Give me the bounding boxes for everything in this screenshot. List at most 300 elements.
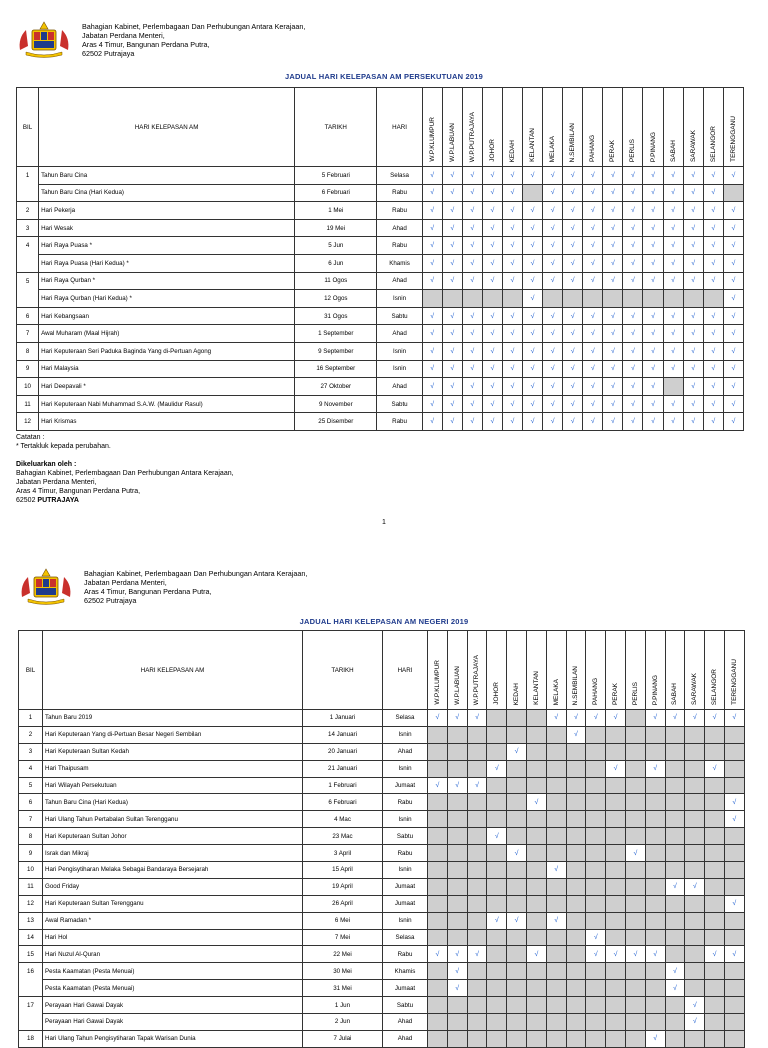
check-icon: √ — [623, 202, 643, 220]
check-icon: √ — [665, 980, 685, 997]
check-icon: √ — [428, 777, 448, 794]
empty-cell — [665, 895, 685, 912]
check-icon: √ — [723, 342, 743, 360]
row-date: 3 April — [303, 845, 383, 862]
row-day: Ahad — [377, 378, 422, 396]
empty-cell — [665, 997, 685, 1014]
header-date: TARIKH — [295, 88, 377, 167]
check-icon: √ — [643, 272, 663, 290]
check-icon: √ — [606, 760, 626, 777]
empty-cell — [724, 862, 744, 879]
empty-cell — [566, 760, 586, 777]
empty-cell — [428, 811, 448, 828]
check-icon: √ — [442, 342, 462, 360]
empty-cell — [447, 929, 467, 946]
row-bil: 5 — [17, 272, 39, 290]
empty-cell — [526, 845, 546, 862]
check-icon: √ — [563, 272, 583, 290]
empty-cell — [467, 862, 487, 879]
empty-cell — [625, 963, 645, 980]
check-icon: √ — [703, 360, 723, 378]
check-icon: √ — [563, 413, 583, 431]
row-holiday-name: Perayaan Hari Gawai Dayak — [43, 1014, 303, 1031]
header-state — [625, 631, 645, 710]
check-icon: √ — [705, 760, 725, 777]
empty-cell — [507, 811, 527, 828]
check-icon: √ — [623, 254, 643, 272]
check-icon: √ — [723, 237, 743, 255]
check-icon: √ — [683, 395, 703, 413]
header-state — [603, 88, 623, 167]
header-state — [546, 631, 566, 710]
row-bil — [17, 254, 39, 272]
empty-cell — [507, 794, 527, 811]
row-bil — [17, 184, 39, 202]
check-icon: √ — [724, 811, 744, 828]
empty-cell — [526, 760, 546, 777]
table-row — [19, 828, 745, 845]
empty-cell — [487, 997, 507, 1014]
empty-cell — [606, 1030, 626, 1047]
check-icon: √ — [467, 777, 487, 794]
check-icon: √ — [625, 946, 645, 963]
table-row — [19, 895, 745, 912]
empty-cell — [586, 895, 606, 912]
empty-cell — [447, 878, 467, 895]
check-icon: √ — [422, 342, 442, 360]
empty-cell — [665, 862, 685, 879]
row-bil: 12 — [19, 895, 43, 912]
header-state — [643, 88, 663, 167]
header-bil: BIL — [17, 88, 39, 167]
empty-cell — [586, 726, 606, 743]
empty-cell — [523, 184, 543, 202]
row-holiday-name: Hari Raya Qurban * — [39, 272, 295, 290]
empty-cell — [606, 912, 626, 929]
row-day: Rabu — [377, 413, 422, 431]
letterhead-address: Bahagian Kabinet, Perlembagaan Dan Perhubungan Antara Kerajaan, Jabatan Perdana Menteri, Aras 4 Timur, Bangunan Perdana Putra, 62502 Putrajaya — [84, 569, 308, 605]
state-label: P.PINANG — [651, 674, 659, 705]
empty-cell — [546, 878, 566, 895]
empty-cell — [422, 290, 442, 308]
check-icon: √ — [462, 342, 482, 360]
empty-cell — [645, 980, 665, 997]
check-icon: √ — [663, 202, 683, 220]
empty-cell — [685, 862, 705, 879]
row-day: Ahad — [383, 1014, 428, 1031]
state-label: JOHOR — [488, 139, 496, 162]
empty-cell — [566, 777, 586, 794]
check-icon: √ — [462, 202, 482, 220]
empty-cell — [566, 963, 586, 980]
letterhead-address: Bahagian Kabinet, Perlembagaan Dan Perhubungan Antara Kerajaan, Jabatan Perdana Menteri, Aras 4 Timur, Bangunan Perdana Putra, 62502 Putrajaya — [82, 22, 306, 58]
empty-cell — [683, 290, 703, 308]
empty-cell — [428, 760, 448, 777]
empty-cell — [487, 726, 507, 743]
table-row — [17, 325, 744, 343]
header-state — [462, 88, 482, 167]
check-icon: √ — [507, 743, 527, 760]
check-icon: √ — [643, 237, 663, 255]
row-holiday-name: Awal Muharam (Maal Hijrah) — [39, 325, 295, 343]
check-icon: √ — [723, 378, 743, 396]
empty-cell — [625, 777, 645, 794]
row-bil: 10 — [17, 378, 39, 396]
row-bil: 3 — [19, 743, 43, 760]
empty-cell — [428, 980, 448, 997]
empty-cell — [665, 929, 685, 946]
state-label: SARAWAK — [691, 672, 699, 705]
row-bil: 6 — [19, 794, 43, 811]
row-bil: 16 — [19, 963, 43, 980]
header-state — [566, 631, 586, 710]
check-icon: √ — [665, 710, 685, 727]
check-icon: √ — [422, 237, 442, 255]
empty-cell — [586, 912, 606, 929]
check-icon: √ — [723, 307, 743, 325]
check-icon: √ — [467, 946, 487, 963]
check-icon: √ — [663, 342, 683, 360]
row-date: 31 Mei — [303, 980, 383, 997]
header-state — [502, 88, 522, 167]
empty-cell — [487, 878, 507, 895]
table-row — [19, 710, 745, 727]
check-icon: √ — [663, 219, 683, 237]
check-icon: √ — [723, 272, 743, 290]
check-icon: √ — [586, 946, 606, 963]
row-holiday-name: Hari Keputeraan Yang di-Pertuan Besar Negeri Sembilan — [43, 726, 303, 743]
empty-cell — [447, 845, 467, 862]
empty-cell — [507, 760, 527, 777]
row-date: 1 Januari — [303, 710, 383, 727]
check-icon: √ — [462, 413, 482, 431]
empty-cell — [442, 290, 462, 308]
empty-cell — [507, 946, 527, 963]
empty-cell — [546, 726, 566, 743]
row-bil: 1 — [19, 710, 43, 727]
empty-cell — [724, 777, 744, 794]
header-state — [447, 631, 467, 710]
row-holiday-name: Hari Hol — [43, 929, 303, 946]
check-icon: √ — [703, 219, 723, 237]
check-icon: √ — [703, 307, 723, 325]
header-state — [685, 631, 705, 710]
empty-cell — [685, 743, 705, 760]
empty-cell — [526, 963, 546, 980]
state-page — [0, 555, 768, 1043]
check-icon: √ — [523, 395, 543, 413]
table-row — [19, 963, 745, 980]
empty-cell — [447, 862, 467, 879]
empty-cell — [663, 378, 683, 396]
check-icon: √ — [563, 184, 583, 202]
check-icon: √ — [583, 272, 603, 290]
empty-cell — [467, 811, 487, 828]
row-day: Sabtu — [377, 307, 422, 325]
row-day: Isnin — [383, 811, 428, 828]
row-bil — [19, 1014, 43, 1031]
check-icon: √ — [583, 307, 603, 325]
empty-cell — [625, 743, 645, 760]
check-icon: √ — [442, 167, 462, 185]
check-icon: √ — [447, 777, 467, 794]
check-icon: √ — [603, 325, 623, 343]
check-icon: √ — [703, 325, 723, 343]
check-icon: √ — [462, 184, 482, 202]
empty-cell — [705, 811, 725, 828]
empty-cell — [586, 862, 606, 879]
check-icon: √ — [685, 710, 705, 727]
empty-cell — [526, 726, 546, 743]
empty-cell — [625, 980, 645, 997]
empty-cell — [566, 862, 586, 879]
empty-cell — [526, 743, 546, 760]
empty-cell — [543, 290, 563, 308]
row-holiday-name: Hari Keputeraan Seri Paduka Baginda Yang di-Pertuan Agong — [39, 342, 295, 360]
empty-cell — [645, 811, 665, 828]
row-day: Ahad — [377, 219, 422, 237]
empty-cell — [685, 828, 705, 845]
row-date: 31 Ogos — [295, 307, 377, 325]
row-day: Selasa — [383, 929, 428, 946]
empty-cell — [507, 1014, 527, 1031]
empty-cell — [526, 929, 546, 946]
check-icon: √ — [462, 167, 482, 185]
empty-cell — [645, 963, 665, 980]
row-day: Isnin — [383, 862, 428, 879]
check-icon: √ — [623, 272, 643, 290]
empty-cell — [428, 912, 448, 929]
check-icon: √ — [447, 710, 467, 727]
empty-cell — [705, 980, 725, 997]
row-bil: 17 — [19, 997, 43, 1014]
check-icon: √ — [623, 413, 643, 431]
empty-cell — [665, 743, 685, 760]
check-icon: √ — [643, 325, 663, 343]
empty-cell — [625, 794, 645, 811]
check-icon: √ — [502, 237, 522, 255]
empty-cell — [566, 743, 586, 760]
check-icon: √ — [703, 378, 723, 396]
row-bil — [19, 980, 43, 997]
check-icon: √ — [523, 219, 543, 237]
empty-cell — [705, 878, 725, 895]
empty-cell — [643, 290, 663, 308]
header-state — [442, 88, 462, 167]
check-icon: √ — [683, 167, 703, 185]
check-icon: √ — [462, 378, 482, 396]
row-bil: 13 — [19, 912, 43, 929]
check-icon: √ — [422, 307, 442, 325]
empty-cell — [566, 845, 586, 862]
empty-cell — [606, 980, 626, 997]
empty-cell — [526, 862, 546, 879]
empty-cell — [586, 828, 606, 845]
check-icon: √ — [583, 342, 603, 360]
empty-cell — [606, 828, 626, 845]
table-row — [19, 929, 745, 946]
row-holiday-name: Hari Pengisytiharan Melaka Sebagai Bandaraya Bersejarah — [43, 862, 303, 879]
empty-cell — [705, 997, 725, 1014]
empty-cell — [566, 878, 586, 895]
empty-cell — [467, 760, 487, 777]
check-icon: √ — [643, 167, 663, 185]
row-bil: 4 — [19, 760, 43, 777]
header-state — [467, 631, 487, 710]
row-day: Rabu — [377, 202, 422, 220]
check-icon: √ — [563, 219, 583, 237]
empty-cell — [546, 760, 566, 777]
empty-cell — [428, 895, 448, 912]
table-row — [19, 862, 745, 879]
check-icon: √ — [523, 342, 543, 360]
check-icon: √ — [482, 202, 502, 220]
empty-cell — [685, 760, 705, 777]
row-holiday-name: Hari Wilayah Persekutuan — [43, 777, 303, 794]
empty-cell — [665, 811, 685, 828]
empty-cell — [526, 980, 546, 997]
empty-cell — [586, 997, 606, 1014]
check-icon: √ — [623, 360, 643, 378]
table-header-row — [17, 88, 744, 167]
state-label: W.P.LABUAN — [448, 123, 456, 162]
check-icon: √ — [442, 360, 462, 378]
row-day: Selasa — [377, 167, 422, 185]
empty-cell — [606, 845, 626, 862]
check-icon: √ — [467, 710, 487, 727]
empty-cell — [665, 1030, 685, 1047]
row-date: 1 Jun — [303, 997, 383, 1014]
check-icon: √ — [543, 219, 563, 237]
row-day: Isnin — [383, 726, 428, 743]
header-date: TARIKH — [303, 631, 383, 710]
state-label: SELANGOR — [709, 125, 717, 162]
state-label: KEDAH — [508, 139, 516, 162]
check-icon: √ — [643, 184, 663, 202]
header-state — [663, 88, 683, 167]
check-icon: √ — [543, 342, 563, 360]
empty-cell — [526, 710, 546, 727]
check-icon: √ — [583, 167, 603, 185]
check-icon: √ — [583, 378, 603, 396]
check-icon: √ — [723, 395, 743, 413]
check-icon: √ — [502, 219, 522, 237]
row-date: 1 Februari — [303, 777, 383, 794]
row-date: 25 Disember — [295, 413, 377, 431]
row-bil: 9 — [17, 360, 39, 378]
check-icon: √ — [442, 307, 462, 325]
empty-cell — [606, 862, 626, 879]
table-row — [17, 202, 744, 220]
empty-cell — [586, 760, 606, 777]
empty-cell — [645, 794, 665, 811]
check-icon: √ — [603, 307, 623, 325]
empty-cell — [625, 912, 645, 929]
check-icon: √ — [623, 237, 643, 255]
coat-of-arms-icon — [18, 567, 74, 605]
state-label: N.SEMBILAN — [569, 122, 577, 162]
empty-cell — [447, 1030, 467, 1047]
row-date: 6 Jun — [295, 254, 377, 272]
federal-title: JADUAL HARI KELEPASAN AM PERSEKUTUAN 2019 — [284, 72, 484, 81]
check-icon: √ — [724, 710, 744, 727]
empty-cell — [566, 828, 586, 845]
check-icon: √ — [523, 307, 543, 325]
check-icon: √ — [606, 946, 626, 963]
empty-cell — [665, 760, 685, 777]
check-icon: √ — [603, 219, 623, 237]
check-icon: √ — [422, 413, 442, 431]
check-icon: √ — [487, 828, 507, 845]
table-row — [19, 946, 745, 963]
check-icon: √ — [583, 219, 603, 237]
empty-cell — [724, 726, 744, 743]
row-bil: 3 — [17, 219, 39, 237]
table-row — [19, 912, 745, 929]
empty-cell — [546, 980, 566, 997]
empty-cell — [665, 912, 685, 929]
check-icon: √ — [462, 395, 482, 413]
empty-cell — [645, 726, 665, 743]
check-icon: √ — [543, 237, 563, 255]
check-icon: √ — [462, 272, 482, 290]
check-icon: √ — [502, 395, 522, 413]
check-icon: √ — [566, 710, 586, 727]
row-day: Sabtu — [383, 828, 428, 845]
row-day: Khamis — [383, 963, 428, 980]
check-icon: √ — [482, 237, 502, 255]
issued-line: Jabatan Perdana Menteri, — [16, 479, 97, 486]
empty-cell — [606, 963, 626, 980]
check-icon: √ — [663, 413, 683, 431]
state-label: JOHOR — [493, 682, 501, 705]
header-state — [526, 631, 546, 710]
check-icon: √ — [643, 254, 663, 272]
empty-cell — [705, 929, 725, 946]
check-icon: √ — [442, 237, 462, 255]
empty-cell — [526, 895, 546, 912]
check-icon: √ — [603, 360, 623, 378]
empty-cell — [625, 862, 645, 879]
empty-cell — [566, 1030, 586, 1047]
row-bil: 18 — [19, 1030, 43, 1047]
empty-cell — [685, 946, 705, 963]
empty-cell — [685, 963, 705, 980]
empty-cell — [507, 828, 527, 845]
check-icon: √ — [643, 219, 663, 237]
check-icon: √ — [683, 307, 703, 325]
header-bil: BIL — [19, 631, 43, 710]
empty-cell — [645, 1014, 665, 1031]
empty-cell — [507, 777, 527, 794]
empty-cell — [487, 743, 507, 760]
check-icon: √ — [583, 202, 603, 220]
empty-cell — [603, 290, 623, 308]
check-icon: √ — [543, 167, 563, 185]
check-icon: √ — [606, 710, 626, 727]
check-icon: √ — [543, 307, 563, 325]
row-date: 7 Julai — [303, 1030, 383, 1047]
row-day: Isnin — [377, 360, 422, 378]
empty-cell — [428, 878, 448, 895]
check-icon: √ — [523, 290, 543, 308]
empty-cell — [724, 997, 744, 1014]
page-number: 1 — [382, 519, 386, 526]
row-date: 30 Mei — [303, 963, 383, 980]
check-icon: √ — [625, 845, 645, 862]
row-date: 9 September — [295, 342, 377, 360]
check-icon: √ — [482, 254, 502, 272]
